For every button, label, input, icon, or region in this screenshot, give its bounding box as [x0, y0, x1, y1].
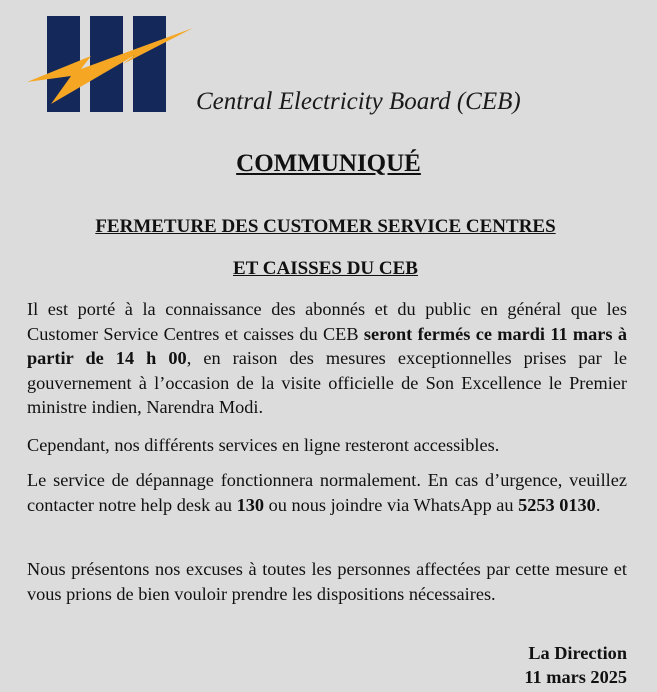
paragraph-text: , en raison des mesures exceptionnelles prises par le gouvernement à l’occasion de la visite officielle de Son Excellence le Premier ministre indien, Narendra Modi.	[27, 348, 627, 417]
signature-name: La Direction	[528, 643, 627, 663]
subtitle-line-1: FERMETURE DES CUSTOMER SERVICE CENTRES	[95, 216, 556, 237]
closure-time-emphasis: seront fermés ce mardi 11 mars à partir de 14 h 00	[27, 323, 627, 368]
paragraph-text: Il est porté à la connaissance des abonnés et du public en général que les Customer Service Centres et caisses du CEB	[27, 299, 627, 344]
signature-date: 11 mars 2025	[524, 667, 627, 687]
page-title: COMMUNIQUÉ	[236, 150, 421, 177]
paragraph-text: Cependant, nos différents services en ligne resteront accessibles.	[27, 435, 500, 455]
logo-bar	[133, 16, 166, 112]
paragraph-text: Le service de dépannage fonctionnera normalement. En cas d’urgence, veuillez contacter notre help desk au	[27, 470, 627, 515]
help-desk-number: 130	[236, 494, 265, 515]
paragraph-text: .	[595, 494, 601, 515]
paragraph-closure-notice	[27, 297, 627, 420]
subtitle-line-2: ET CAISSES DU CEB	[233, 258, 418, 279]
paragraph-text: Nous présentons nos excuses à toutes les personnes affectées par cette mesure et vous prions de bien vouloir prendre les dispositions nécessaires.	[27, 559, 627, 604]
ceb-logo	[25, 14, 195, 114]
paragraph-online-services	[27, 433, 627, 458]
whatsapp-number: 5253 0130	[518, 494, 596, 515]
paragraph-apology	[27, 557, 627, 606]
paragraph-emergency-contact	[27, 468, 627, 517]
paragraph-text: ou nous joindre via WhatsApp au	[264, 494, 519, 515]
organization-name: Central Electricity Board (CEB)	[196, 88, 521, 115]
